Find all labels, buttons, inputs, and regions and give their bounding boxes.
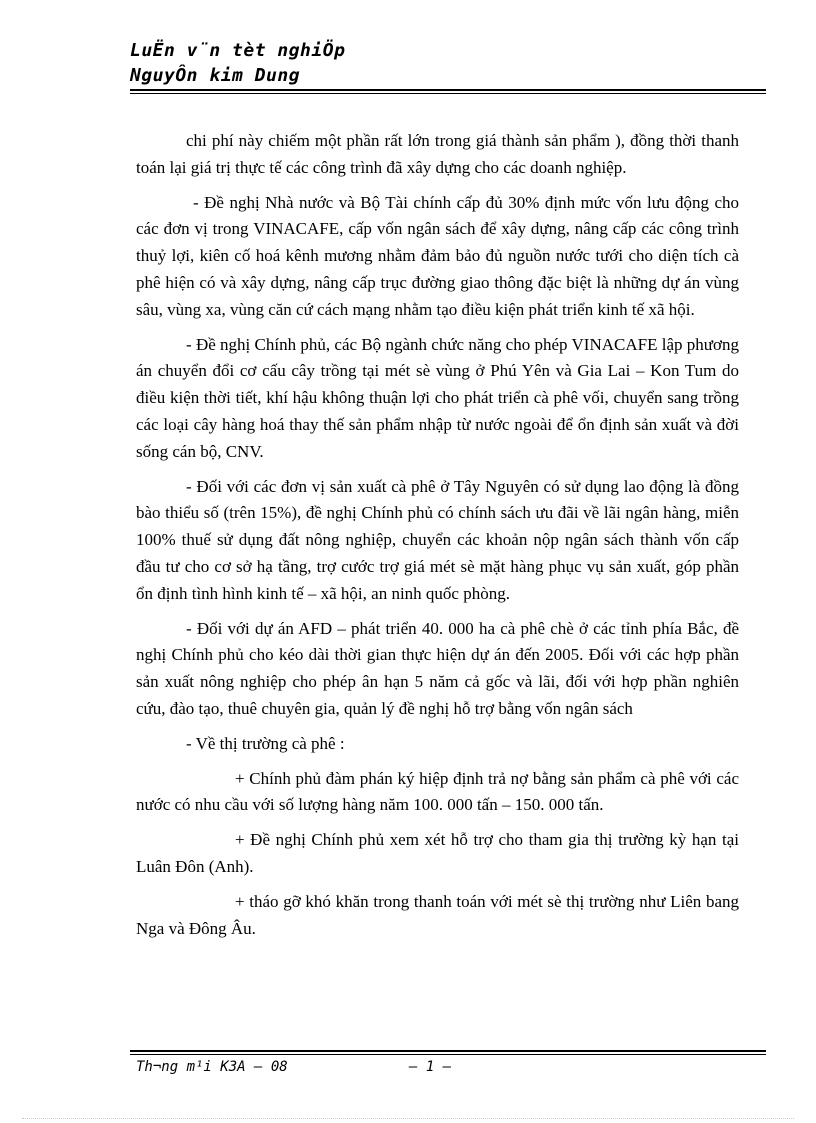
header-thesis-title: LuËn v¨n tèt nghiÖp — [130, 40, 346, 61]
footer-divider — [130, 1050, 766, 1055]
page-edge-dotted-line — [22, 1118, 794, 1119]
paragraph-market-item-1: + Chính phủ đàm phán ký hiệp định trả nợ bằng sản phẩm cà phê với các nước có nhu cầu với số lượng hàng năm 100. 000 tấn – 150. 000 tấn. — [136, 768, 739, 815]
header-author-name: NguyÔn kim Dung — [130, 65, 301, 86]
paragraph-market-item-2: + Đề nghị Chính phủ xem xét hỗ trợ cho tham gia thị trường kỳ hạn tại Luân Đôn (Anh). — [136, 830, 739, 876]
paragraph-afd-project: - Đối với dự án AFD – phát triển 40. 000 ha cà phê chè ở các tỉnh phía Bắc, đề nghị Chính phủ cho kéo dài thời gian thực hiện dự án đến 2005. Đối với các hợp phần sản xuất nông nghiệp cho phép ân hạn 5 năm cả gốc và lãi, đối với hợp phần nghiên cứu, đào tạo, thuê chuyên gia, quản lý đề nghị hỗ trợ bằng vốn ngân sách — [136, 618, 739, 718]
paragraph-market-item-3: + tháo gỡ khó khăn trong thanh toán với mét sè thị trường như Liên bang Nga và Đông Âu. — [136, 891, 739, 938]
paragraph-capital-request: - Đề nghị Nhà nước và Bộ Tài chính cấp đủ 30% định mức vốn lưu động cho các đơn vị trong VINACAFE, cấp vốn ngân sách để xây dựng, nâng cấp các công trình thuỷ lợi, kiên cố hoá kênh mương nhằm đảm bảo đủ nguồn nước tưới cho diện tích cà phê hiện có và xây dựng, nâng cấp trục đường giao thông đặc biệt là những dự án vùng sâu, vùng xa, vùng căn cứ cách mạng nhằm tạo điều kiện phát triển kinh tế xã hội. — [136, 192, 739, 319]
header-divider — [130, 89, 766, 94]
paragraph-crop-conversion: - Đề nghị Chính phủ, các Bộ ngành chức năng cho phép VINACAFE lập phương án chuyển đổi cơ cấu cây trồng tại mét sè vùng ở Phú Yên và Gia Lai – Kon Tum do điều kiện thời tiết, khí hậu không thuận lợi cho phát triển cà phê vối, chuyển sang trồng các loại cây hàng hoá thay thế sản phẩm nhập từ nước ngoài để ổn định sản xuất và đời sống cán bộ, CNV. — [136, 334, 739, 461]
footer-class-label: Th¬ng m¹i K3A – 08 — [136, 1059, 288, 1075]
page-number: – 1 – — [409, 1059, 452, 1075]
page-footer — [136, 1058, 756, 1076]
paragraph-market-heading: - Về thị trường cà phê : — [186, 733, 345, 753]
document-body — [136, 128, 739, 950]
paragraph-continuation: chi phí này chiếm một phần rất lớn trong giá thành sản phẩm ), đồng thời thanh toán lại giá trị thực tế các công trình đã xây dựng cho các doanh nghiệp. — [136, 131, 739, 177]
paragraph-ethnic-labour-policy: - Đối với các đơn vị sản xuất cà phê ở Tây Nguyên có sử dụng lao động là đồng bào thiểu số (trên 15%), đề nghị Chính phủ có chính sách ưu đãi về lãi ngân hàng, miễn 100% thuế sử dụng đất nông nghiệp, chuyển các khoản nộp ngân sách thành vốn cấp đầu tư cho cơ sở hạ tầng, trợ cước trợ giá mét sè mặt hàng phục vụ sản xuất, góp phần ổn định tình hình kinh tế – xã hội, an ninh quốc phòng. — [136, 476, 739, 603]
page-header — [130, 38, 766, 88]
